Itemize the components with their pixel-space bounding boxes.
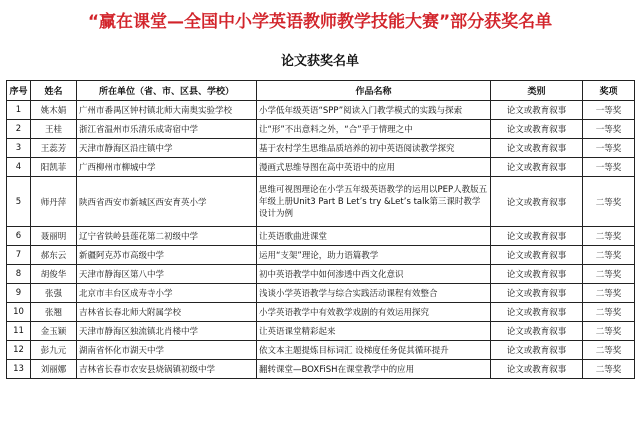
cell-category: 论文或教育叙事 — [491, 303, 583, 322]
cell-name: 姚木娟 — [31, 101, 77, 120]
table-row — [7, 158, 635, 177]
cell-prize: 一等奖 — [583, 120, 635, 139]
cell-name: 彭九元 — [31, 341, 77, 360]
cell-prize: 二等奖 — [583, 177, 635, 227]
header-no: 序号 — [7, 81, 31, 101]
table-row — [7, 246, 635, 265]
cell-no: 8 — [7, 265, 31, 284]
table-row — [7, 139, 635, 158]
awards-table — [6, 80, 635, 379]
cell-category: 论文或教育叙事 — [491, 265, 583, 284]
cell-prize: 二等奖 — [583, 246, 635, 265]
cell-work: 让英语歌曲进课堂 — [257, 227, 491, 246]
cell-unit: 辽宁省铁岭县莲花第二初级中学 — [77, 227, 257, 246]
table-row — [7, 265, 635, 284]
cell-category: 论文或教育叙事 — [491, 139, 583, 158]
cell-category: 论文或教育叙事 — [491, 360, 583, 379]
table-row — [7, 360, 635, 379]
cell-category: 论文或教育叙事 — [491, 246, 583, 265]
cell-work: 初中英语教学中如何渗透中西文化意识 — [257, 265, 491, 284]
cell-no: 3 — [7, 139, 31, 158]
cell-name: 聂丽明 — [31, 227, 77, 246]
cell-work: 小学低年级英语“SPP”阅读入门教学模式的实践与探索 — [257, 101, 491, 120]
cell-prize: 二等奖 — [583, 341, 635, 360]
cell-no: 9 — [7, 284, 31, 303]
table-row — [7, 303, 635, 322]
table-row — [7, 322, 635, 341]
cell-unit: 陕西省西安市新城区西安育英小学 — [77, 177, 257, 227]
cell-prize: 二等奖 — [583, 303, 635, 322]
cell-work: 让“形”不出意料之外，“合”乎于情理之中 — [257, 120, 491, 139]
cell-name: 张强 — [31, 284, 77, 303]
cell-category: 论文或教育叙事 — [491, 158, 583, 177]
cell-unit: 吉林省长春市农安县烧锅镇初级中学 — [77, 360, 257, 379]
header-unit: 所在单位（省、市、区县、学校） — [77, 81, 257, 101]
cell-name: 刘丽娜 — [31, 360, 77, 379]
cell-no: 12 — [7, 341, 31, 360]
cell-category: 论文或教育叙事 — [491, 177, 583, 227]
cell-name: 郝东云 — [31, 246, 77, 265]
table-row — [7, 227, 635, 246]
cell-unit: 广西柳州市柳城中学 — [77, 158, 257, 177]
header-prize: 奖项 — [583, 81, 635, 101]
cell-category: 论文或教育叙事 — [491, 322, 583, 341]
table-row — [7, 177, 635, 227]
cell-name: 师丹萍 — [31, 177, 77, 227]
cell-work: 小学英语教学中有效教学戏剧的有效运用探究 — [257, 303, 491, 322]
cell-work: 运用“支架”理论，助力语篇教学 — [257, 246, 491, 265]
cell-no: 5 — [7, 177, 31, 227]
header-name: 姓名 — [31, 81, 77, 101]
cell-prize: 二等奖 — [583, 322, 635, 341]
header-work: 作品名称 — [257, 81, 491, 101]
cell-work: 思维可视图理论在小学五年级英语教学的运用以PEP人教版五年级上册Unit3 Part B Let’s try &Let’s talk第三课时教学设计为例 — [257, 177, 491, 227]
cell-unit: 新疆阿克苏市高级中学 — [77, 246, 257, 265]
cell-category: 论文或教育叙事 — [491, 341, 583, 360]
cell-unit: 北京市丰台区成寿寺小学 — [77, 284, 257, 303]
cell-unit: 吉林省长春北师大附属学校 — [77, 303, 257, 322]
cell-category: 论文或教育叙事 — [491, 120, 583, 139]
cell-work: 浅谈小学英语教学与综合实践活动课程有效整合 — [257, 284, 491, 303]
table-row — [7, 341, 635, 360]
cell-category: 论文或教育叙事 — [491, 284, 583, 303]
cell-no: 2 — [7, 120, 31, 139]
cell-prize: 二等奖 — [583, 284, 635, 303]
table-row — [7, 120, 635, 139]
cell-unit: 天津市静海区第八中学 — [77, 265, 257, 284]
cell-prize: 二等奖 — [583, 265, 635, 284]
cell-name: 金玉颖 — [31, 322, 77, 341]
cell-prize: 二等奖 — [583, 227, 635, 246]
cell-unit: 广州市番禺区钟村镇北师大南奥实验学校 — [77, 101, 257, 120]
table-header-row — [7, 81, 635, 101]
cell-category: 论文或教育叙事 — [491, 227, 583, 246]
cell-no: 4 — [7, 158, 31, 177]
cell-no: 6 — [7, 227, 31, 246]
cell-work: 漫画式思维导图在高中英语中的应用 — [257, 158, 491, 177]
cell-unit: 天津市静海区独流镇北肖楼中学 — [77, 322, 257, 341]
cell-name: 阳凯菲 — [31, 158, 77, 177]
cell-no: 10 — [7, 303, 31, 322]
cell-work: 让英语课堂精彩起来 — [257, 322, 491, 341]
cell-no: 13 — [7, 360, 31, 379]
cell-work: 翻转课堂—BOXFiSH在课堂教学中的应用 — [257, 360, 491, 379]
cell-prize: 一等奖 — [583, 158, 635, 177]
cell-name: 王桂 — [31, 120, 77, 139]
cell-prize: 二等奖 — [583, 360, 635, 379]
cell-name: 王蕊芳 — [31, 139, 77, 158]
table-title: 论文获奖名单 — [280, 54, 359, 69]
cell-work: 基于农村学生思维品质培养的初中英语阅读教学探究 — [257, 139, 491, 158]
cell-no: 7 — [7, 246, 31, 265]
cell-prize: 一等奖 — [583, 139, 635, 158]
table-row — [7, 284, 635, 303]
cell-name: 胡俊华 — [31, 265, 77, 284]
table-row — [7, 101, 635, 120]
cell-category: 论文或教育叙事 — [491, 101, 583, 120]
cell-no: 11 — [7, 322, 31, 341]
cell-prize: 一等奖 — [583, 101, 635, 120]
cell-unit: 天津市静海区沿庄镇中学 — [77, 139, 257, 158]
cell-work: 依文本主题提炼目标词汇 设梯度任务促其循环提升 — [257, 341, 491, 360]
cell-unit: 浙江省温州市乐清乐成寄宿中学 — [77, 120, 257, 139]
cell-name: 张翘 — [31, 303, 77, 322]
header-category: 类别 — [491, 81, 583, 101]
cell-unit: 湖南省怀化市湖天中学 — [77, 341, 257, 360]
page-title: “赢在课堂—全国中小学英语教师教学技能大赛”部分获奖名单 — [87, 12, 553, 32]
cell-no: 1 — [7, 101, 31, 120]
